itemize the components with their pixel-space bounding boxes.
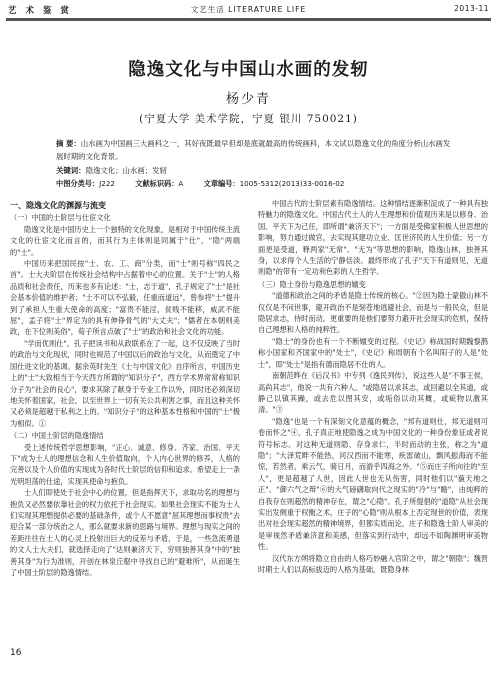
paragraph: "隐士"的身份也有一个不断嬗变的过程。《史记》称战国时期魏黎鹊称小国家和齐国家中的"处士"，《史记》称周朝有个名叫阳子的人是"处士"，即"处士"是指有德而隐居不仕的人。 — [258, 336, 488, 369]
doc-code-value: A — [178, 179, 184, 188]
journal-name: 文艺生活 LITERATURE LIFE — [190, 5, 307, 14]
paragraph: 中国历来把国民按"士、农、工、商"分类，而"士"则号称"四民之首"。士大夫阶层在传统社会结构中占据着中心的位置。关于"士"的人格品质和社会责任，历来也多有论述："士，志于道"，孔子规定了"士"是社会基本价值的维护者；"士不可以不弘毅，任重而道远"，曾参将"士"提升到了承担人生重大使命的高度；"富贵不能淫，贫贱不能移，威武不能屈"，孟子将"士"界定为的具有伸铮骨气的"大丈夫"；"儒者在本朝则美政，在下位则美俗"，荀子所言点破了"士"的政治和社会文化的功能。 — [10, 259, 240, 337]
keywords-label: 关键词： — [56, 166, 86, 175]
clc-label: 中图分类号： — [56, 179, 100, 188]
keywords — [56, 164, 457, 177]
paragraph: 隐逸文化是中国历史上一个独特的文化现象，是相对于中国传统主流文化的仕宦文化而言的，而其行为主体则是同属于"仕"，"隐"两端的"士"。 — [10, 224, 240, 257]
classification-line — [56, 177, 457, 190]
page-number: 16 — [10, 648, 22, 658]
left-column — [10, 198, 240, 643]
clc-value: J222 — [99, 179, 115, 188]
author-affiliation: (宁夏大学 美术学院，宁夏 银川 750021) — [139, 113, 358, 125]
paragraph: 汉代东方朔将隐立自由的人格巧妙融入官阶之中，谓之"朝隐"；魏晋时期士人们以高标拔迈的人格为基础，既隐身林 — [258, 553, 488, 574]
subsection-heading: （一）中国的士阶层与仕宦文化 — [10, 213, 111, 223]
paragraph: 受上述传统哲学思想影响，"正心、诚意、修身、齐家、治国、平天下"成为士人的理想信念和人生价值取向，个人内心世界的修养，人格的完善以及个人价值的实现成为各时代士阶层的信仰和追求。希望走上一条光明坦荡的仕途，实现其使命与抱负。 — [10, 442, 240, 486]
section-heading: 一、隐逸文化的渊源与流变 — [10, 201, 106, 210]
paragraph: "隐逸"也是一个有深刻文化意蕴的概念，"邦有道则仕，邦无道则可卷而怀之"④，孔子真正地使隐逸之成为中国文化的一种身份象征或者说符号标志。对这种无道则隐、存身求仁，半时而动的主张，称之为"道隐"；"大泽荒畔不能热，河汉西而不能寒，疾雷破山，飘风振海而不能惊，若然者，乘云气，骑日月，而游乎四海之外。"⑤而庄子所向往的"至人"，更是超越了人世，因此人世也无从伤害，同时他们以"藐天地之正"、"御六气之辩"⑥的大气磅礴取向代之现实的"冷"与"瞻"，由纯粹的自我存在则超然的精神存在，谓之"心隐"。孔子所提倡的"道隐"从社会现实出发侧重于权衡之术，庄子的"心隐"则从根本上否定现世的价值，表现出对社会现实超然的精神境界，但都实质而论，庄子和隐逸士阶人审美的是审视然矛盾兼济意和美感，但落实到行动中，却远不如陶渊明审美物性。 — [258, 416, 488, 552]
subsection-heading: （二）中国士阶层的隐逸情结 — [10, 431, 104, 441]
page-header — [8, 4, 489, 18]
paragraph: 南朝范晔在《后汉书》中专列《逸民列传》，说这些人是"不事王侯，高尚其志"，他说一共有六种人。"或隐居以求其志，或回避以全其道，或静己以镇其躁，或去危以图其安，或垢俗以动其概，或疵物以激其清。"③ — [258, 371, 488, 415]
article-title: 隐逸文化与中国山水画的发轫 — [128, 60, 369, 80]
abstract-label: 摘 要： — [56, 139, 81, 148]
header-rule — [6, 18, 491, 21]
paragraph: "学而优则仕"，孔子把读书和从政联系在了一起，这不仅反映了当时的政治与文化现状，同时也规范了中国以后的政治与文化，从而奠定了中国仕进文化的基调。据余英时先生《士与中国文化》自序所言，中国历史上的"士"大致相当于今天西方所谓的"知识分子"，西方学术界常常称知识分子为"社会的良心"，要求其除了献身于专业工作以外，同时还必须深切地关怀着国家，社会，以至世界上一切有关公共利害之事，而且这种关怀又必须是超越于私利之上的。"知识分子"的这种基本性格和中国的"士"极为相似。① — [10, 338, 240, 428]
abstract-text: 山水画为中国画三大画科之一，其好夜既最早但却是底就最高的传统画科，本文试以隐逸文化的角度分析山水画发展时期的文化背景。 — [56, 139, 451, 161]
keywords-text: 隐逸文化；山水画；发轫 — [85, 166, 167, 175]
paragraph: 中国古代的士阶层素有隐逸情结。这种情结逐渐积淀成了一种具有独特魅力的隐逸文化。中国古代士人的人生理想和价值观历来是以修身、治国、平天下为己任，即所谓"兼济天下"；一方面是受佛家积极人世思想的影响，努力通过做官，去实现其建功立业、匡世济民的人生价值；另一方面更是受道，释两家"无常"、"无为"等思想的影响，隐逸山林，独善其身，以求得个人生活的宁静恬淡。最终形成了孔子"天下有道则见，无道则隐"的带有一定功利色彩的人生哲学。 — [258, 199, 488, 277]
article-no-label: 文章编号： — [203, 179, 240, 188]
issue-number: 2013-11 — [454, 4, 489, 13]
paragraph: "道德和政治之间的矛盾是隐士传统的核心。"②因为隐士蒙傲山林不仅仅是不问世事，避开政治不是刻苍地逃避社会，而是与一般民众，但是隐居求志，侍时而动，更重要的是他们要努力避开社会现实的危机，保持自己理想和人格的纯粹性。 — [258, 291, 488, 335]
subsection-heading: （三）隐士身份与隐逸思想的嬗变 — [258, 279, 366, 289]
article-no-value: 1005-5312(2013)33-0016-02 — [239, 179, 345, 188]
paragraph: 士人们即使处于社会中心的位置，但是指挥天下，求取功名的理想与抱负又必然要依靠社会的权力依托于社会现实。如果社会现实不能为士人们实现其理想提供必要的基础条件，或个人不愿意"屈其理想而事权贵"去迎合某一部分统治之人，那么就要求新的思路与境界。理想与现实之间的差距往往在士人的心灵上投射出巨大的反差与矛盾，于是，一些急流勇退的文人士大夫们，就选择走向了"达则兼济天下，穷则独善其身"中的"独善其身"为行为准则，开创在林泉丘壑中寻找自己的"避难所"，从而诞生了中国士阶层的隐逸情结。 — [10, 488, 240, 577]
doc-code-label: 文献标识码： — [135, 179, 179, 188]
article-author: 杨少青 — [225, 92, 271, 107]
abstract — [56, 137, 457, 163]
journal-section-name: 艺 术 鉴 赏 — [8, 6, 72, 16]
right-column — [258, 198, 488, 643]
